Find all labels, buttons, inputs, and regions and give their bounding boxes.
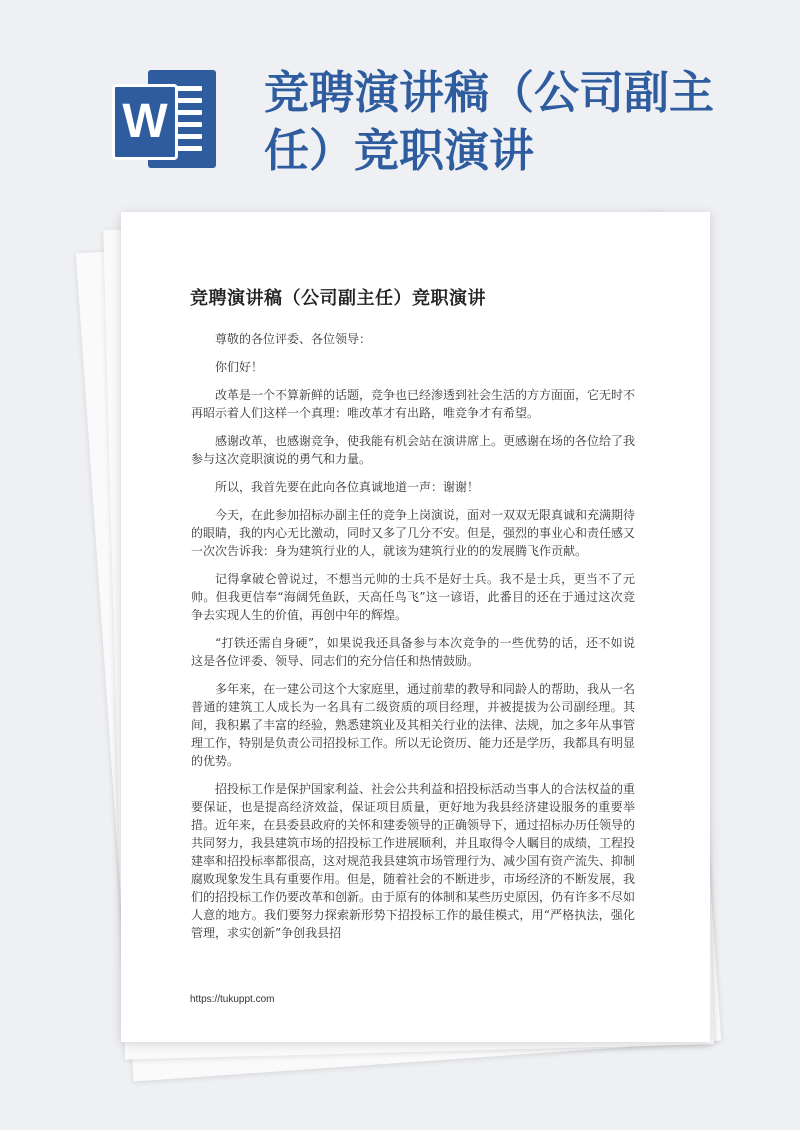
paragraph: 多年来，在一建公司这个大家庭里，通过前辈的教导和同龄人的帮助，我从一名普通的建筑工人成长为一名具有二级资质的项目经理，并被提拔为公司副经理。其间，我积累了丰富的经验，熟悉建筑业及其相关行业的法律、法规，加之多年从事管理工作，特别是负责公司招投标工作。所以无论资历、能力还是学历，我都具有明显的优势。	[191, 682, 636, 768]
paragraph: 感谢改革，也感谢竞争，使我能有机会站在演讲席上。更感谢在场的各位给了我参与这次竞职演说的勇气和力量。	[191, 434, 636, 466]
paragraph-salutation: 尊敬的各位评委、各位领导：	[215, 332, 372, 346]
word-letter-badge: W	[112, 84, 178, 160]
word-document-icon	[112, 70, 216, 168]
header-banner	[0, 0, 800, 200]
paragraph: 所以，我首先要在此向各位真诚地道一声：谢谢！	[215, 480, 480, 494]
paragraph: 记得拿破仑曾说过，不想当元帅的士兵不是好士兵。我不是士兵，更当不了元帅。但我更信奉“海阔凭鱼跃，天高任鸟飞”这一谚语，此番目的还在于通过这次竞争去实现人生的价值，再创中年的辉煌。	[191, 572, 635, 622]
paragraph: “打铁还需自身硬”，如果说我还具备参与本次竞争的一些优势的话，还不如说这是各位评委、领导、同志们的充分信任和热情鼓励。	[191, 636, 635, 668]
document-page	[121, 212, 710, 1042]
paragraph: 今天，在此参加招标办副主任的竞争上岗演说，面对一双双无限真诚和充满期待的眼睛，我的内心无比激动，同时又多了几分不安。但是，强烈的事业心和责任感又一次次告诉我：身为建筑行业的人，就该为建筑行业的的发展腾飞作贡献。	[191, 508, 636, 558]
document-body	[191, 330, 635, 952]
document-title: 竞聘演讲稿（公司副主任）竞职演讲	[264, 66, 715, 177]
paragraph: 招投标工作是保护国家利益、社会公共利益和招投标活动当事人的合法权益的重要保证，也是提高经济效益，保证项目质量，更好地为我县经济建设服务的重要举措。近年来，在县委县政府的关怀和建委领导的正确领导下，通过招标办历任领导的共同努力，我县建筑市场的招投标工作进展顺利，并且取得令人瞩目的成绩，工程投建率和招投标率都很高，这对规范我县建筑市场管理行为、减少国有资产流失、抑制腐败现象发生具有重要作用。但是，随着社会的不断进步，市场经济的不断发展，我们的招投标工作仍要改革和创新。由于原有的体制和某些历史原因，仍有许多不尽如人意的地方。我们要努力探索新形势下招投标工作的最佳模式，用“严格执法，强化管理，求实创新”争创我县招	[191, 782, 636, 940]
paragraph-greeting: 你们好！	[215, 360, 264, 374]
paragraph: 改革是一个不算新鲜的话题，竞争也已经渗透到社会生活的方方面面，它无时不再昭示着人们这样一个真理：唯改革才有出路，唯竞争才有希望。	[191, 388, 636, 420]
page-heading: 竞聘演讲稿（公司副主任）竞职演讲	[190, 288, 486, 309]
footer-url: https://tukuppt.com	[190, 994, 275, 1005]
